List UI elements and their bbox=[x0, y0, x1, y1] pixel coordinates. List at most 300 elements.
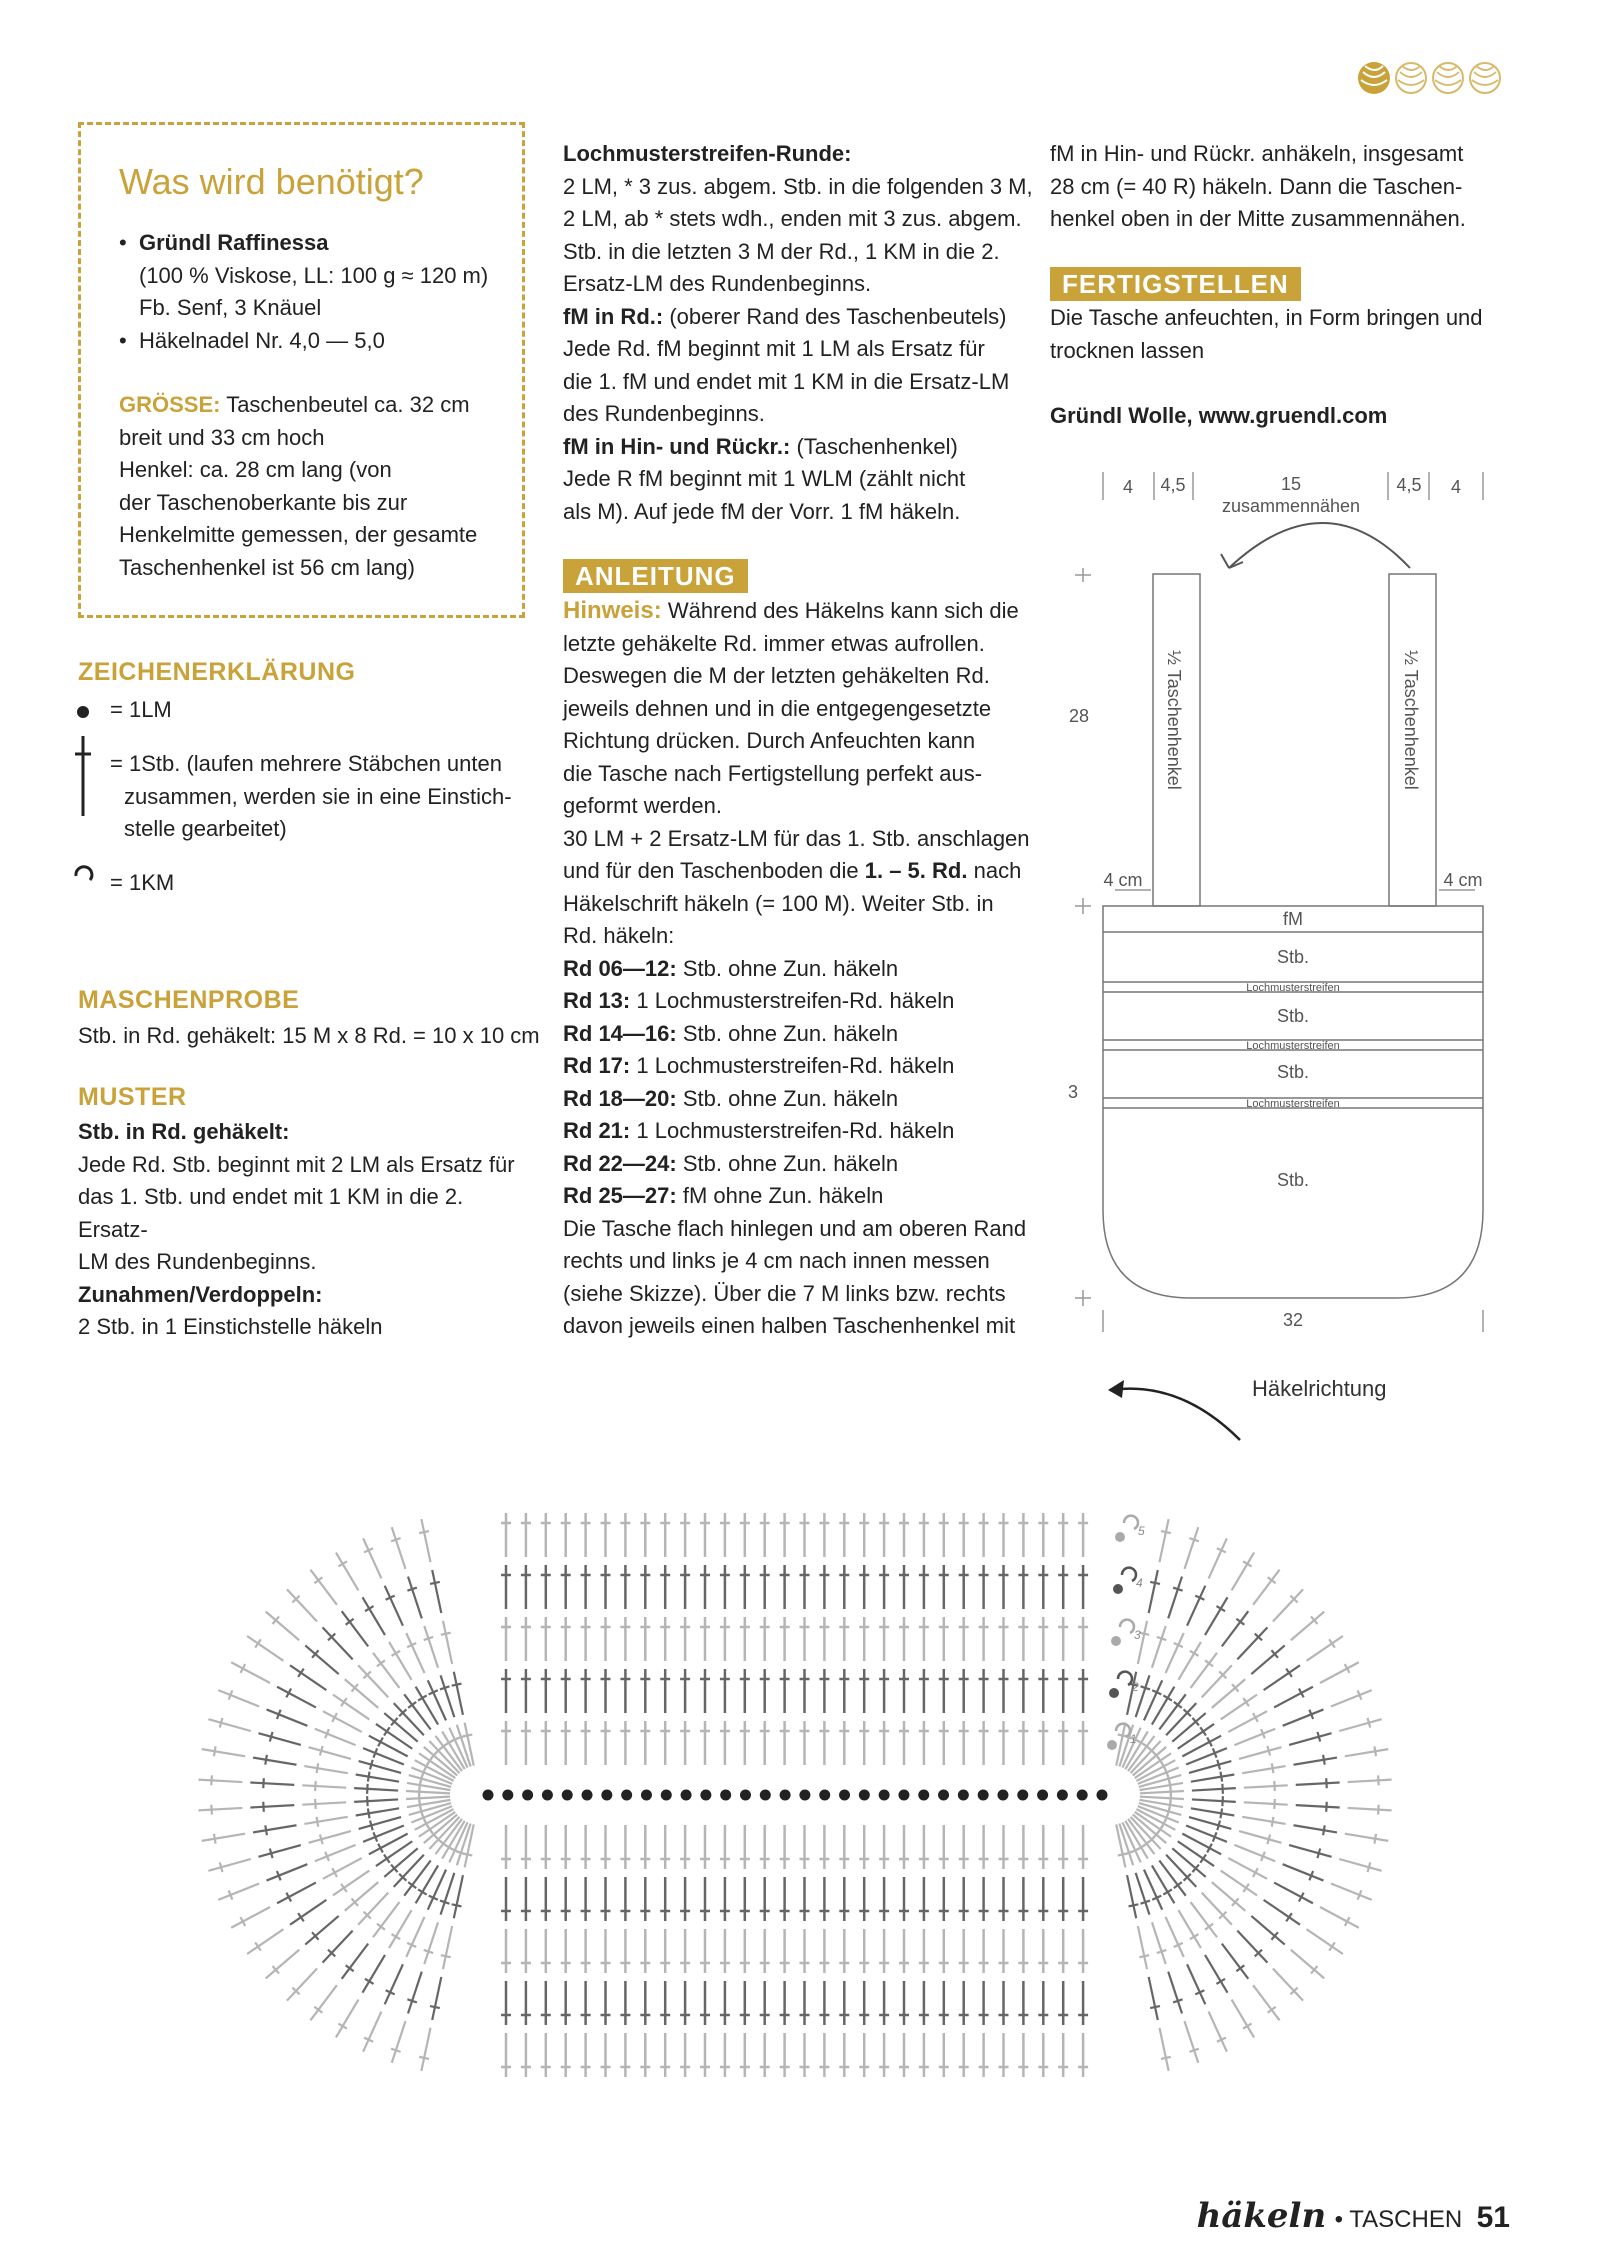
fan-stitch bbox=[1320, 1907, 1359, 1928]
lace-line: Stb. in die letzten 3 M der Rd., 1 KM in die 2. bbox=[563, 238, 1000, 264]
hint-line: Während des Häkelns kann sich die bbox=[667, 598, 1019, 623]
fan-stitch bbox=[1205, 1597, 1227, 1635]
fan-bar bbox=[298, 1669, 304, 1677]
base-line: Häkelschrift häkeln (= 100 M). Weiter Stb. in bbox=[563, 890, 994, 916]
fan-stitch bbox=[1320, 1662, 1359, 1683]
fan-stitch bbox=[1189, 1761, 1231, 1773]
fan-bar bbox=[317, 1763, 319, 1773]
credit: Gründl Wolle, www.gruendl.com bbox=[1050, 403, 1388, 428]
fan-stitch bbox=[1291, 1612, 1324, 1641]
pattern-subtitle: Stb. in Rd. gehäkelt: bbox=[78, 1119, 290, 1144]
hint-line: geformt werden. bbox=[563, 793, 722, 818]
fan-stitch bbox=[1191, 1902, 1217, 1937]
fan-stitch bbox=[1159, 1519, 1168, 1562]
chain-dot bbox=[839, 1790, 850, 1801]
fan-stitch bbox=[345, 1679, 378, 1708]
fan-stitch bbox=[304, 1766, 347, 1773]
page-number: 51 bbox=[1476, 2201, 1510, 2234]
size-line: Taschenbeutel ca. 32 cm bbox=[226, 392, 470, 417]
fan-stitch bbox=[408, 1577, 422, 1619]
yarn-ball-icon bbox=[1396, 63, 1426, 93]
fan-stitch bbox=[1289, 1733, 1331, 1745]
fan-bar bbox=[367, 1796, 368, 1806]
fan-stitch bbox=[1244, 1785, 1288, 1787]
round-start-dot bbox=[1107, 1740, 1117, 1750]
fan-stitch bbox=[1307, 1636, 1343, 1661]
hint-line: letzte gehäkelte Rd. immer etwas aufrollen. bbox=[563, 630, 985, 656]
fan-stitch bbox=[1237, 1931, 1267, 1963]
fan-stitch bbox=[1345, 1834, 1388, 1841]
chain-dot bbox=[542, 1790, 553, 1801]
lace-title: Lochmusterstreifen-Runde: bbox=[563, 141, 852, 166]
fan-stitch bbox=[1168, 1972, 1182, 2014]
lace-line: 2 LM, * 3 zus. abgem. Stb. in die folgenden 3 M, bbox=[563, 173, 1033, 199]
dim-label: 4 cm bbox=[1443, 870, 1483, 890]
pattern-block bbox=[78, 1116, 538, 1344]
band-label: fM bbox=[1283, 909, 1303, 929]
fan-stitch bbox=[1149, 1570, 1158, 1613]
fan-bar bbox=[1378, 1775, 1379, 1785]
round-number: 3 bbox=[1134, 1628, 1141, 1642]
fan-bar bbox=[298, 1913, 304, 1921]
fan-stitch bbox=[1140, 1791, 1184, 1793]
chain-dot bbox=[780, 1790, 791, 1801]
fm-line: die 1. fM und endet mit 1 KM in die Ersatz-LM bbox=[563, 368, 1010, 394]
fan-stitch bbox=[1251, 1916, 1284, 1945]
fan-stitch bbox=[1273, 1968, 1303, 2000]
fan-stitch bbox=[1212, 1679, 1245, 1708]
instructions-label bbox=[563, 559, 748, 593]
round-number: 1 bbox=[1130, 1732, 1137, 1746]
dim-label: 4 bbox=[1122, 477, 1134, 497]
fan-stitch bbox=[1294, 1825, 1337, 1832]
fan-stitch bbox=[363, 2012, 381, 2052]
round-line: Rd 14—16: Stb. ohne Zun. häkeln bbox=[563, 1020, 899, 1046]
band-label: Stb. bbox=[1276, 1062, 1310, 1082]
fan-stitch bbox=[363, 1955, 385, 1993]
fan-stitch bbox=[333, 1871, 369, 1896]
legend-symbols bbox=[72, 698, 102, 898]
yarn-rating-icons bbox=[1355, 58, 1505, 98]
fan-stitch bbox=[392, 2021, 406, 2063]
fan-stitch bbox=[323, 1931, 353, 1963]
fan-bar bbox=[1272, 1763, 1274, 1773]
chain-dot bbox=[641, 1790, 652, 1801]
chain-dot bbox=[483, 1790, 494, 1801]
fan-stitch bbox=[218, 1884, 259, 1900]
chain-dot bbox=[859, 1790, 870, 1801]
finish-label-text: FERTIGSTELLEN bbox=[1050, 267, 1301, 301]
dim-label: 15 bbox=[1280, 474, 1302, 494]
round-line: Rd 06—12: Stb. ohne Zun. häkeln bbox=[563, 955, 899, 981]
size-line: Henkel: ca. 28 cm lang (von bbox=[119, 457, 392, 482]
fan-stitch bbox=[1184, 2021, 1198, 2063]
direction-arrow-icon bbox=[1110, 1389, 1240, 1440]
fan-bar bbox=[1329, 1639, 1335, 1647]
fan-stitch bbox=[359, 1817, 401, 1829]
hint-line: Richtung drücken. Durch Anfeuchten kann bbox=[563, 728, 976, 753]
legend-dc bbox=[110, 748, 540, 846]
fan-bar bbox=[1317, 1732, 1320, 1742]
legend-title: ZEICHENERKLÄRUNG bbox=[78, 658, 356, 686]
footer bbox=[1180, 2196, 1510, 2236]
fan-stitch bbox=[253, 1825, 296, 1832]
chart-stitches bbox=[198, 1513, 1391, 2077]
chain-dot bbox=[681, 1790, 692, 1801]
fan-stitch bbox=[218, 1690, 259, 1706]
fan-stitch bbox=[1166, 1917, 1184, 1957]
fan-bar bbox=[430, 2006, 440, 2008]
fan-bar bbox=[1326, 1802, 1327, 1812]
fan-stitch bbox=[1152, 1626, 1166, 1668]
fan-bar bbox=[452, 1684, 462, 1686]
fan-bar bbox=[430, 1582, 440, 1584]
pattern-line: 2 Stb. in 1 Einstichstelle häkeln bbox=[78, 1314, 383, 1339]
fan-stitch bbox=[336, 2000, 358, 2038]
fan-stitch bbox=[406, 1633, 424, 1673]
fan-stitch bbox=[454, 1875, 463, 1918]
fan-bar bbox=[320, 1835, 323, 1845]
band-label: Lochmusterstreifen bbox=[1246, 982, 1340, 994]
chain-dot bbox=[760, 1790, 771, 1801]
fan-bar bbox=[263, 1778, 264, 1788]
fan-stitch bbox=[1138, 1926, 1147, 1969]
fan-bar bbox=[1150, 1582, 1160, 1584]
chain-dot bbox=[661, 1790, 672, 1801]
fan-stitch bbox=[406, 1797, 450, 1799]
fan-stitch bbox=[354, 1788, 398, 1790]
fan-stitch bbox=[1307, 1929, 1343, 1954]
fm-line: Jede Rd. fM beginnt mit 1 LM als Ersatz für bbox=[563, 336, 985, 361]
fan-bar bbox=[1200, 1727, 1206, 1735]
fan-bar bbox=[1267, 1746, 1270, 1756]
fan-bar bbox=[1173, 1999, 1182, 2002]
fan-stitch bbox=[266, 1612, 299, 1641]
fan-bar bbox=[1374, 1834, 1376, 1844]
chain-dot bbox=[898, 1790, 909, 1801]
fan-bar bbox=[1317, 1848, 1320, 1858]
fan-bar bbox=[1368, 1862, 1371, 1872]
hook-size: Häkelnadel Nr. 4,0 — 5,0 bbox=[139, 327, 385, 353]
fan-bar bbox=[270, 1732, 273, 1742]
fan-bar bbox=[441, 1955, 451, 1957]
fan-stitch bbox=[1178, 1724, 1214, 1749]
footer-section: • TASCHEN bbox=[1334, 2206, 1463, 2233]
fan-bar bbox=[265, 1755, 267, 1765]
fan-stitch bbox=[404, 1694, 430, 1729]
fan-stitch bbox=[1251, 1645, 1284, 1674]
legend-dc-line: zusammen, werden sie in eine Einstich- bbox=[124, 783, 512, 809]
fan-stitch bbox=[1228, 1711, 1267, 1732]
round-line: Rd 25—27: fM ohne Zun. häkeln bbox=[563, 1183, 884, 1208]
fan-stitch bbox=[443, 1621, 452, 1664]
fan-stitch bbox=[258, 1845, 300, 1857]
fan-stitch bbox=[345, 1882, 378, 1911]
round-start-dot bbox=[1109, 1688, 1119, 1698]
materials-title: Was wird benötigt? bbox=[119, 161, 424, 202]
fan-bar bbox=[391, 2049, 400, 2052]
dim-label: 4,5 bbox=[1396, 475, 1422, 495]
yarn-name: Gründl Raffinessa bbox=[139, 230, 329, 255]
fan-stitch bbox=[1348, 1808, 1392, 1810]
fan-bar bbox=[1200, 1854, 1206, 1862]
size-line: Taschenhenkel ist 56 cm lang) bbox=[119, 554, 415, 580]
fan-stitch bbox=[1237, 1627, 1267, 1659]
round-line: Rd 13: 1 Lochmusterstreifen-Rd. häkeln bbox=[563, 988, 955, 1013]
fan-stitch bbox=[385, 1586, 403, 1626]
round-slip-mark bbox=[1124, 1516, 1138, 1529]
fan-stitch bbox=[1331, 1690, 1372, 1706]
fan-stitch bbox=[1140, 1797, 1184, 1799]
fan-stitch bbox=[304, 1817, 347, 1824]
size-block bbox=[119, 389, 519, 584]
fan-stitch bbox=[1232, 1553, 1254, 1591]
fan-bar bbox=[255, 1942, 261, 1950]
chain-dot bbox=[978, 1790, 989, 1801]
fan-stitch bbox=[1339, 1859, 1381, 1871]
fan-stitch bbox=[1234, 1845, 1275, 1861]
finish-label bbox=[1050, 267, 1301, 301]
fan-stitch bbox=[359, 1761, 401, 1773]
fan-bar bbox=[211, 1805, 212, 1815]
fan-stitch bbox=[392, 1527, 406, 1569]
fan-bar bbox=[1157, 1950, 1166, 1953]
fan-stitch bbox=[373, 1902, 399, 1937]
fan-bar bbox=[211, 1775, 212, 1785]
fan-bar bbox=[1161, 1531, 1171, 1533]
fan-stitch bbox=[404, 1861, 430, 1896]
fan-bar bbox=[214, 1834, 216, 1844]
fan-bar bbox=[1161, 2057, 1171, 2059]
fan-stitch bbox=[208, 1859, 250, 1871]
fan-stitch bbox=[406, 1791, 450, 1793]
chain-dot bbox=[562, 1790, 573, 1801]
fan-bar bbox=[419, 1531, 429, 1533]
fan-stitch bbox=[1291, 1950, 1324, 1979]
fan-stitch bbox=[421, 2028, 430, 2071]
base-line: und für den Taschenboden die bbox=[563, 858, 859, 883]
fan-stitch bbox=[1202, 1665, 1232, 1697]
fan-stitch bbox=[309, 1747, 351, 1759]
fan-stitch bbox=[356, 1808, 399, 1815]
fan-bar bbox=[341, 1884, 347, 1892]
fan-bar bbox=[1173, 1588, 1182, 1591]
fan-stitch bbox=[1159, 2028, 1168, 2071]
arrow-head-icon bbox=[1108, 1380, 1124, 1398]
fan-stitch bbox=[1191, 1808, 1234, 1815]
fan-bar bbox=[407, 1999, 416, 2002]
yarn-ball-icon bbox=[1433, 63, 1463, 93]
fan-bar bbox=[1267, 1835, 1270, 1845]
fan-bar bbox=[462, 1853, 472, 1855]
chain-dot bbox=[1017, 1790, 1028, 1801]
fan-stitch bbox=[1296, 1805, 1340, 1807]
fan-stitch bbox=[376, 1724, 412, 1749]
fan-stitch bbox=[202, 1749, 245, 1756]
pattern-subtitle: Zunahmen/Verdoppeln: bbox=[78, 1281, 323, 1307]
chain-dot bbox=[502, 1790, 513, 1801]
fan-bar bbox=[1329, 1942, 1335, 1950]
footer-brand: häkeln bbox=[1196, 2196, 1327, 2236]
fm-rest: (oberer Rand des Taschenbeutels) bbox=[669, 303, 1007, 329]
chain-dot bbox=[799, 1790, 810, 1801]
fan-bar bbox=[255, 1639, 261, 1647]
chain-dot bbox=[720, 1790, 731, 1801]
fan-bar bbox=[391, 1538, 400, 1541]
fan-bar bbox=[220, 1718, 223, 1728]
fan-stitch bbox=[1345, 1749, 1388, 1756]
chain-dot bbox=[997, 1790, 1008, 1801]
lace-block bbox=[563, 138, 1033, 528]
fan-bar bbox=[368, 1808, 370, 1818]
chain-dot bbox=[879, 1790, 890, 1801]
fan-stitch bbox=[342, 1944, 368, 1979]
fan-stitch bbox=[1264, 1900, 1300, 1925]
fan-bar bbox=[214, 1746, 216, 1756]
round-start-dot bbox=[1111, 1636, 1121, 1646]
chain-stitch-icon bbox=[77, 706, 89, 718]
chain-dot bbox=[700, 1790, 711, 1801]
fan-stitch bbox=[302, 1802, 346, 1804]
fan-stitch bbox=[432, 1977, 441, 2020]
chain-dot bbox=[1097, 1790, 1108, 1801]
fan-bar bbox=[317, 1817, 319, 1827]
fan-stitch bbox=[267, 1709, 308, 1725]
dim-label: 3 bbox=[1067, 1082, 1079, 1102]
fan-bar bbox=[1141, 1901, 1150, 1904]
fan-stitch bbox=[315, 1729, 356, 1745]
fan-stitch bbox=[363, 1538, 381, 1578]
fan-stitch bbox=[302, 1785, 346, 1787]
fan-bar bbox=[341, 1698, 347, 1706]
fan-bar bbox=[1368, 1718, 1371, 1728]
fan-stitch bbox=[287, 1589, 317, 1621]
fan-stitch bbox=[1191, 1653, 1217, 1688]
fan-bar bbox=[384, 1727, 390, 1735]
fan-bar bbox=[1129, 1904, 1139, 1906]
legend-chain: = 1LM bbox=[110, 697, 172, 722]
size-label: GRÖSSE: bbox=[119, 392, 221, 417]
fan-stitch bbox=[1222, 1944, 1248, 1979]
fan-stitch bbox=[333, 1695, 369, 1720]
dim-label: 4 bbox=[1450, 477, 1462, 497]
fan-stitch bbox=[1222, 1611, 1248, 1646]
hint-label: Hinweis: bbox=[563, 597, 662, 624]
fan-stitch bbox=[1239, 1747, 1281, 1759]
fan-stitch bbox=[1234, 1729, 1275, 1745]
yarn-detail: (100 % Viskose, LL: 100 g ≈ 120 m) bbox=[139, 262, 489, 288]
fan-stitch bbox=[266, 1950, 299, 1979]
handle-continued bbox=[1050, 138, 1530, 236]
fan-stitch bbox=[363, 1597, 385, 1635]
chain-dot bbox=[1057, 1790, 1068, 1801]
fan-stitch bbox=[1264, 1665, 1300, 1690]
round-line: Rd 21: 1 Lochmusterstreifen-Rd. häkeln bbox=[563, 1118, 955, 1143]
bag-schematic bbox=[1055, 460, 1515, 1340]
fan-stitch bbox=[408, 1972, 422, 2014]
fan-stitch bbox=[305, 1916, 338, 1945]
fan-stitch bbox=[198, 1780, 242, 1782]
fan-stitch bbox=[1331, 1884, 1372, 1900]
base-line: Rd. häkeln: bbox=[563, 923, 675, 948]
fan-bar bbox=[1323, 1755, 1325, 1765]
round-line: Rd 17: 1 Lochmusterstreifen-Rd. häkeln bbox=[563, 1053, 955, 1078]
fan-stitch bbox=[1232, 2000, 1254, 2038]
fan-stitch bbox=[258, 1733, 300, 1745]
fan-stitch bbox=[1187, 1964, 1205, 2004]
fan-bar bbox=[1326, 1778, 1327, 1788]
size-line: breit und 33 cm hoch bbox=[119, 424, 325, 450]
fan-stitch bbox=[432, 1570, 441, 1613]
chain-dot bbox=[1077, 1790, 1088, 1801]
fan-bar bbox=[367, 1784, 368, 1794]
hint-line: 30 LM + 2 Ersatz-LM für das 1. Stb. anschlagen bbox=[563, 825, 1030, 851]
fan-bar bbox=[1139, 1955, 1149, 1957]
fan-bar bbox=[1323, 1825, 1325, 1835]
hr-line: als M). Auf jede fM der Vorr. 1 fM häkeln. bbox=[563, 498, 961, 524]
fan-bar bbox=[1286, 1669, 1292, 1677]
pattern-line: das 1. Stb. und endet mit 1 KM in die 2. Ersatz- bbox=[78, 1184, 464, 1242]
fan-bar bbox=[384, 1854, 390, 1862]
fan-stitch bbox=[323, 1858, 362, 1879]
fan-stitch bbox=[356, 1775, 399, 1782]
finish-line: trocknen lassen bbox=[1050, 337, 1205, 363]
fan-stitch bbox=[250, 1782, 294, 1784]
hint-line: Deswegen die M der letzten gehäkelten Rd. bbox=[563, 663, 990, 688]
finish-block bbox=[1050, 302, 1530, 367]
chain-dot bbox=[958, 1790, 969, 1801]
fan-stitch bbox=[358, 1893, 388, 1925]
fan-bar bbox=[1139, 1633, 1149, 1635]
fan-stitch bbox=[1178, 1841, 1214, 1866]
fan-stitch bbox=[1184, 1527, 1198, 1569]
gauge-title: MASCHENPROBE bbox=[78, 986, 300, 1014]
base-rounds: 1. – 5. Rd. bbox=[864, 858, 968, 883]
fan-bar bbox=[220, 1862, 223, 1872]
fan-stitch bbox=[443, 1926, 452, 1969]
end-line: davon jeweils einen halben Taschenhenkel mit bbox=[563, 1313, 1016, 1338]
fan-stitch bbox=[406, 1917, 424, 1957]
end-line: (siehe Skizze). Über die 7 M links bzw. rechts bbox=[563, 1280, 1006, 1306]
fan-stitch bbox=[1289, 1845, 1331, 1857]
band-label: Stb. bbox=[1276, 1006, 1310, 1026]
crochet-chart bbox=[0, 1360, 1601, 2160]
fan-stitch bbox=[1273, 1589, 1303, 1621]
fan-stitch bbox=[1221, 1871, 1257, 1896]
fan-stitch bbox=[1205, 1955, 1227, 1993]
legend-dc-line: = 1Stb. (laufen mehrere Stäbchen unten bbox=[110, 751, 502, 776]
fan-stitch bbox=[1152, 1922, 1166, 1964]
fan-stitch bbox=[385, 1964, 403, 2004]
round-number: 2 bbox=[1132, 1680, 1139, 1694]
fan-stitch bbox=[1348, 1780, 1392, 1782]
fan-stitch bbox=[1159, 1694, 1185, 1729]
fan-bar bbox=[1374, 1746, 1376, 1756]
fan-stitch bbox=[290, 1900, 326, 1925]
fan-stitch bbox=[198, 1808, 242, 1810]
fan-stitch bbox=[1283, 1864, 1324, 1880]
fan-stitch bbox=[1168, 1577, 1182, 1619]
fan-stitch bbox=[354, 1799, 398, 1801]
end-line: rechts und links je 4 cm nach innen messen bbox=[563, 1248, 990, 1273]
round-slip-mark bbox=[1120, 1620, 1134, 1633]
fan-stitch bbox=[373, 1653, 399, 1688]
size-line: Henkelmitte gemessen, der gesamte bbox=[119, 522, 478, 547]
chain-dot bbox=[819, 1790, 830, 1801]
legend-slip: = 1KM bbox=[110, 870, 175, 895]
fan-stitch bbox=[323, 1627, 353, 1659]
fan-bar bbox=[1189, 1538, 1198, 1541]
